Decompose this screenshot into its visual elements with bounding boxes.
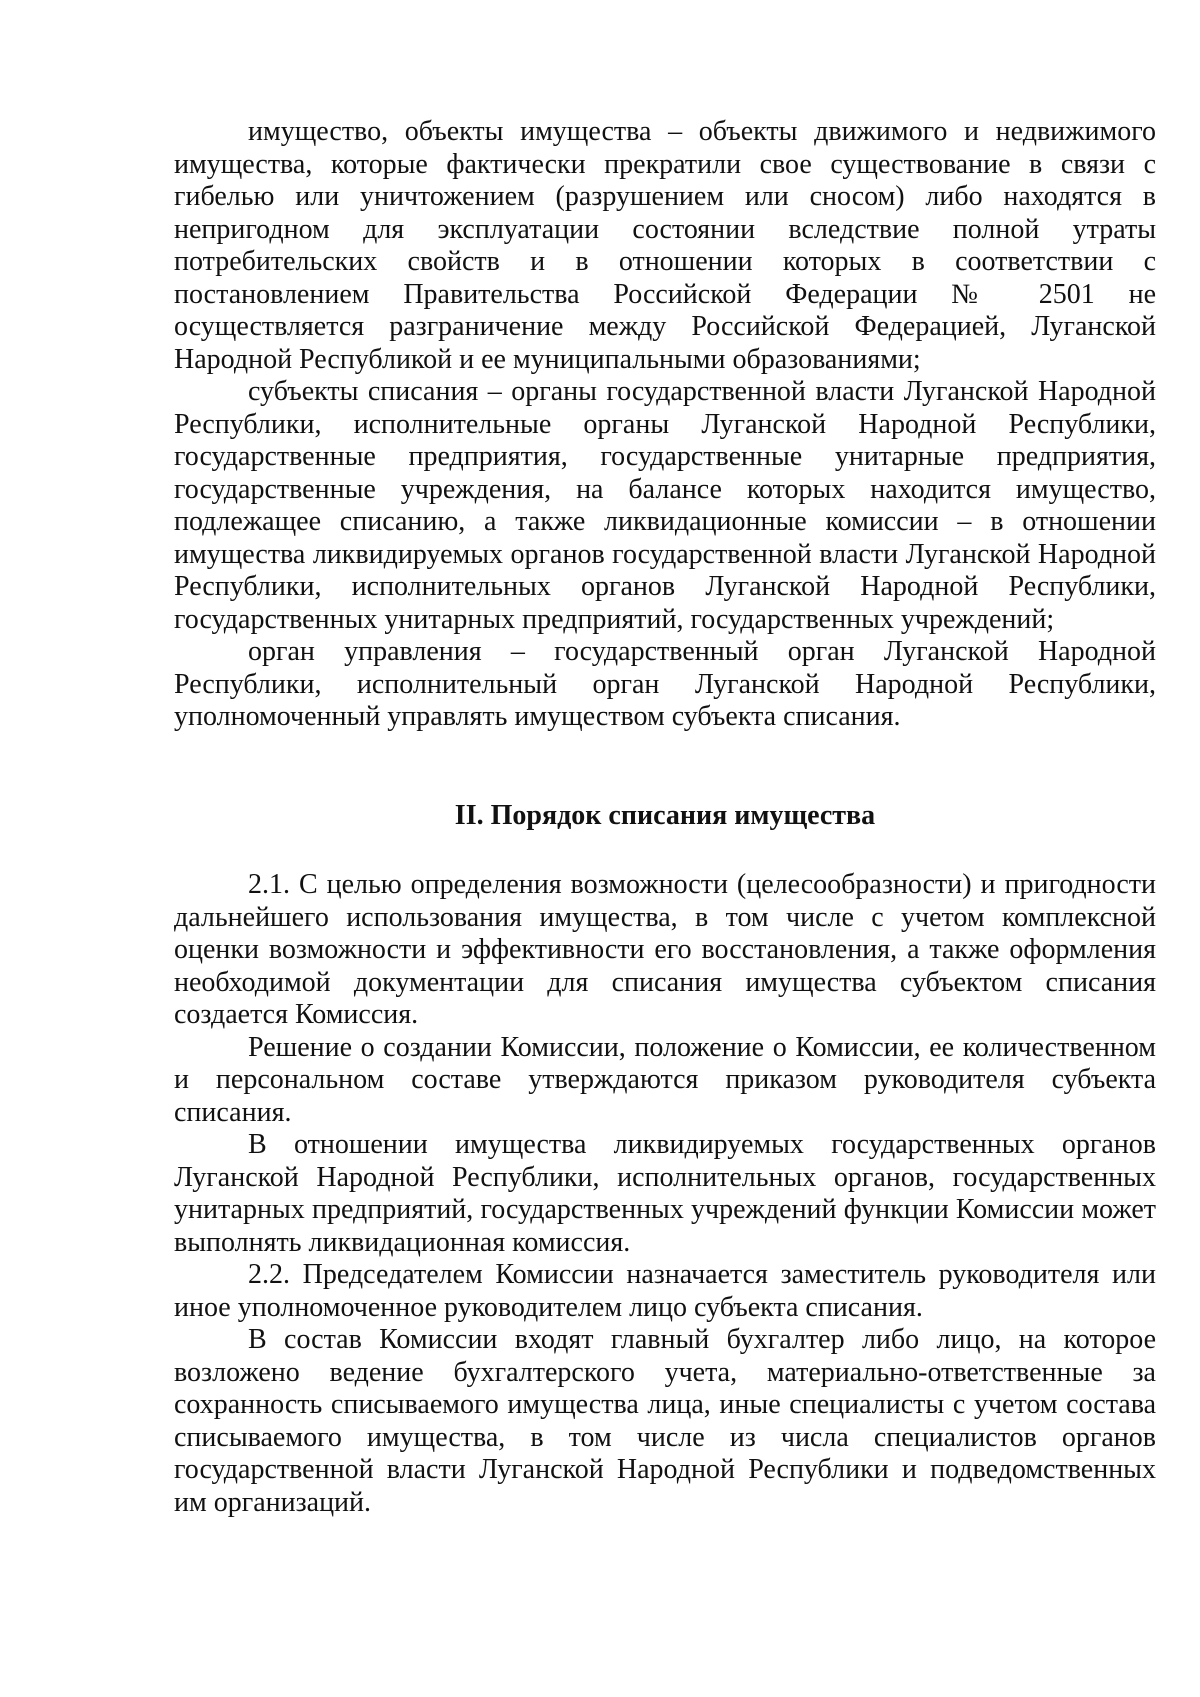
paragraph-2-1: 2.1. С целью определения возможности (целесообразности) и пригодности дальнейшего использования имущества, в том числе с учетом комплексной оценки возможности и эффективности его восстановления, а также оформления необходимой документации для списания имущества субъектом списания создается Комиссия. (174, 869, 1156, 1030)
paragraph-management-body: орган управления – государственный орган Луганской Народной Республики, исполнительный орган Луганской Народной Республики, уполномоченный управлять имуществом субъекта списания. (174, 636, 1156, 732)
paragraph-commission-members: В состав Комиссии входят главный бухгалтер либо лицо, на которое возложено ведение бухгалтерского учета, материально-ответственные за сохранность списываемого имущества лица, иные специалисты с учетом состава списываемого имущества, в том числе из числа специалистов органов государственной власти Луганской Народной Республики и подведомственных им организаций. (174, 1324, 1156, 1518)
paragraph-commission-decision: Решение о создании Комиссии, положение о Комиссии, ее количественном и персональном составе утверждаются приказом руководителя субъекта списания. (174, 1031, 1156, 1128)
definitions-text (174, 116, 1156, 734)
paragraph-2-2: 2.2. Председателем Комиссии назначается заместитель руководителя или иное уполномоченное руководителем лицо субъекта списания. (174, 1259, 1156, 1323)
procedure-text (174, 869, 1156, 1519)
section-heading: II. Порядок списания имущества (454, 800, 876, 831)
paragraph-write-off-subjects: субъекты списания – органы государственной власти Луганской Народной Республики, исполнительные органы Луганской Народной Республики, государственные предприятия, государственные унитарные предприятия, государственные учреждения, на балансе которых находится имущество, подлежащее списанию, а также ликвидационные комиссии – в отношении имущества ликвидируемых органов государственной власти Луганской Народной Республики, исполнительных органов Луганской Народной Республики, государственных унитарных предприятий, государственных учреждений; (174, 376, 1156, 635)
paragraph-liquidation-commission: В отношении имущества ликвидируемых государственных органов Луганской Народной Республики, исполнительных органов, государственных унитарных предприятий, государственных учреждений функции Комиссии может выполнять ликвидационная комиссия. (174, 1129, 1156, 1258)
paragraph-property-definition: имущество, объекты имущества – объекты движимого и недвижимого имущества, которые фактически прекратили свое существование в связи с гибелью или уничтожением (разрушением или сносом) либо находятся в непригодном для эксплуатации состоянии вследствие полной утраты потребительских свойств и в отношении которых в соответствии с постановлением Правительства Российской Федерации № 2501 не осуществляется разграничение между Российской Федерацией, Луганской Народной Республикой и ее муниципальными образованиями; (174, 116, 1156, 375)
